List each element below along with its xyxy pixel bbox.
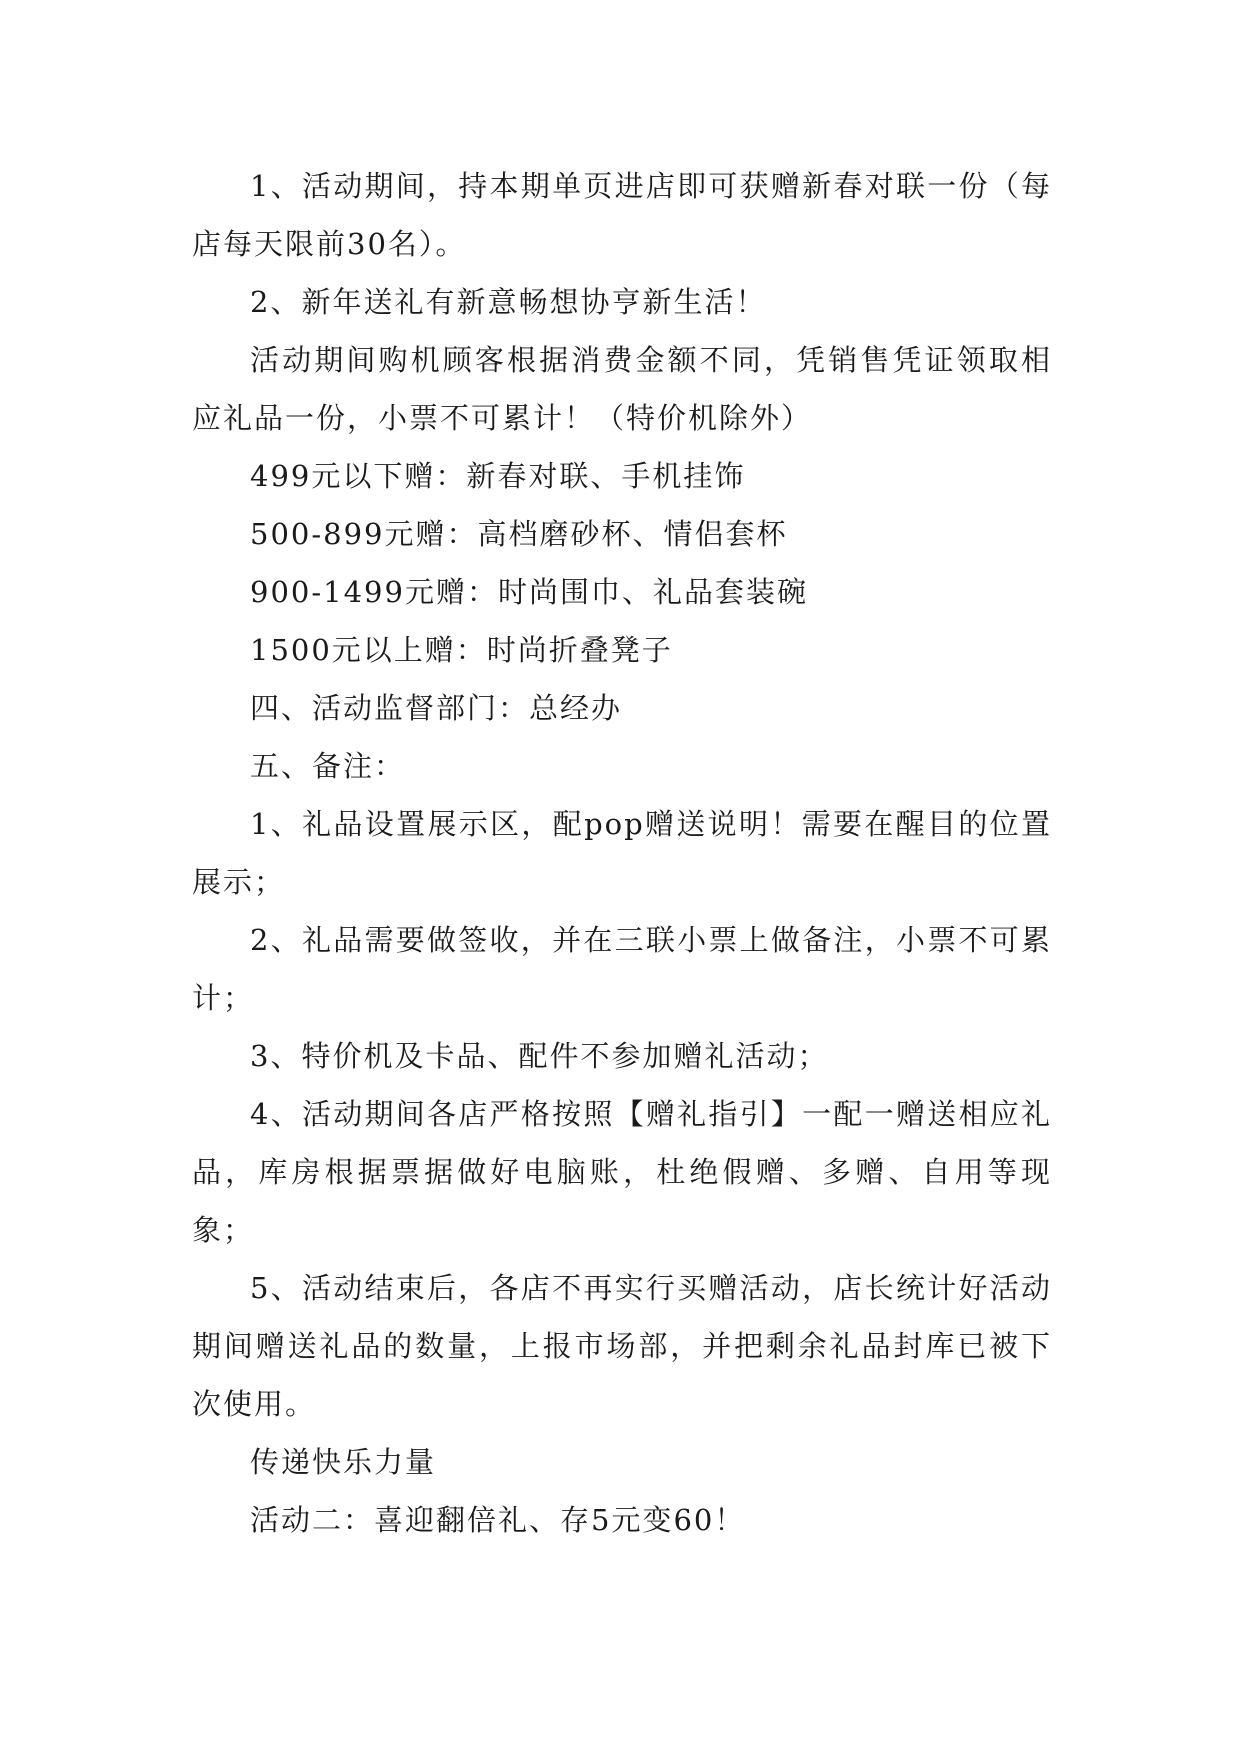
note-item-2: 2、礼品需要做签收，并在三联小票上做备注，小票不可累计； [192,923,1052,1015]
section-supervision: 四、活动监督部门：总经办 [250,691,623,725]
note-item-3: 3、特价机及卡品、配件不参加赠礼活动； [250,1039,829,1073]
paragraph-new-year-gift: 2、新年送礼有新意畅想协亨新生活！ [250,285,767,319]
note-item-4: 4、活动期间各店严格按照【赠礼指引】一配一赠送相应礼品，库房根据票据做好电脑账，杜绝假赠、多赠、自用等现象； [192,1097,1052,1247]
paragraph-free-couplet: 1、活动期间，持本期单页进店即可获赠新春对联一份（每店每天限前30名）。 [192,169,1052,261]
paragraph-gift-rules: 活动期间购机顾客根据消费金额不同，凭销售凭证领取相应礼品一份，小票不可累计！（特价机除外） [192,343,1052,435]
note-item-1: 1、礼品设置展示区，配pop赠送说明！需要在醒目的位置展示； [192,807,1052,899]
paragraph-slogan: 传递快乐力量 [250,1445,437,1479]
paragraph-tier-900-1499: 900-1499元赠：时尚围巾、礼品套装碗 [250,575,808,609]
note-item-5: 5、活动结束后，各店不再实行买赠活动，店长统计好活动期间赠送礼品的数量，上报市场部，并把剩余礼品封库已被下次使用。 [192,1271,1052,1421]
section-notes-heading: 五、备注： [250,749,406,783]
paragraph-tier-1500: 1500元以上赠：时尚折叠凳子 [250,633,673,667]
paragraph-tier-500-899: 500-899元赠：高档磨砂杯、情侣套杯 [250,517,788,551]
paragraph-activity-two: 活动二：喜迎翻倍礼、存5元变60！ [250,1503,746,1537]
document-body [192,157,1052,1549]
paragraph-tier-499: 499元以下赠：新春对联、手机挂饰 [250,459,746,493]
